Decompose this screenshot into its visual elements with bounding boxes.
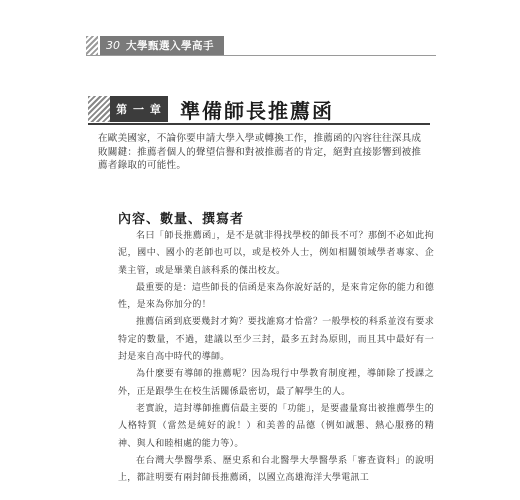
body-paragraph: 在台灣大學醫學系、歷史系和台北醫學大學醫學系「審查資料」的說明上，都註明要有兩封師長推薦函，以國立高雄海洋大學電訊工: [118, 455, 434, 484]
chapter-label: 第 一 章: [110, 96, 168, 122]
body-paragraph: 推薦信函到底要幾封才夠？要找誰寫才恰當？一般學校的科系並沒有要求特定的數量，不過，建議以至少三封，最多五封為原則，而且其中最好有一封是來自高中時代的導師。: [118, 317, 434, 363]
chapter-rule: [88, 123, 430, 125]
chapter-intro: 在歐美國家，不論你要申請大學入學或轉換工作，推薦函的內容往往深具成敗關鍵：推薦者個人的聲望信譽和對被推薦者的肯定，絕對直接影響到被推薦者錄取的可能性。: [98, 133, 422, 172]
body-paragraph: 名曰「師長推薦函」，是不是就非得找學校的師長不可？那倒不必如此拘泥，國中、國小的老師也可以，或是校外人士，例如相關領域學者專家、企業主管，或是畢業自該科系的傑出校友。: [118, 231, 434, 276]
running-header: [86, 36, 224, 55]
page-number: 30: [106, 39, 120, 52]
body-paragraph: 為什麼要有導師的推薦呢？因為現行中學教育制度裡，導師除了授課之外，正是跟學生在校生活關係最密切，最了解學生的人。: [118, 369, 434, 397]
chapter-hatch-decoration: [88, 96, 110, 122]
body-paragraph: 老實說，這封導師推薦信最主要的「功能」，是要盡量寫出被推薦學生的人格特質（當然是純好的說！）和美善的品德（例如誠懇、熱心服務的精神、與人和睦相處的能力等）。: [118, 403, 434, 449]
chapter-title: 準備師長推薦函: [180, 98, 334, 123]
running-header-box: [100, 36, 224, 55]
chapter-heading: [88, 96, 334, 122]
book-title: 大學甄選入學高手: [126, 40, 214, 52]
section-heading: 內容、數量、撰寫者: [118, 212, 245, 227]
header-hatch-decoration: [86, 36, 98, 55]
body-text: [118, 228, 434, 487]
body-paragraph: 最重要的是：這些師長的信函是來為你說好話的，是來肯定你的能力和德性，是來為你加分的！: [118, 282, 434, 311]
header-rule: [86, 55, 436, 56]
